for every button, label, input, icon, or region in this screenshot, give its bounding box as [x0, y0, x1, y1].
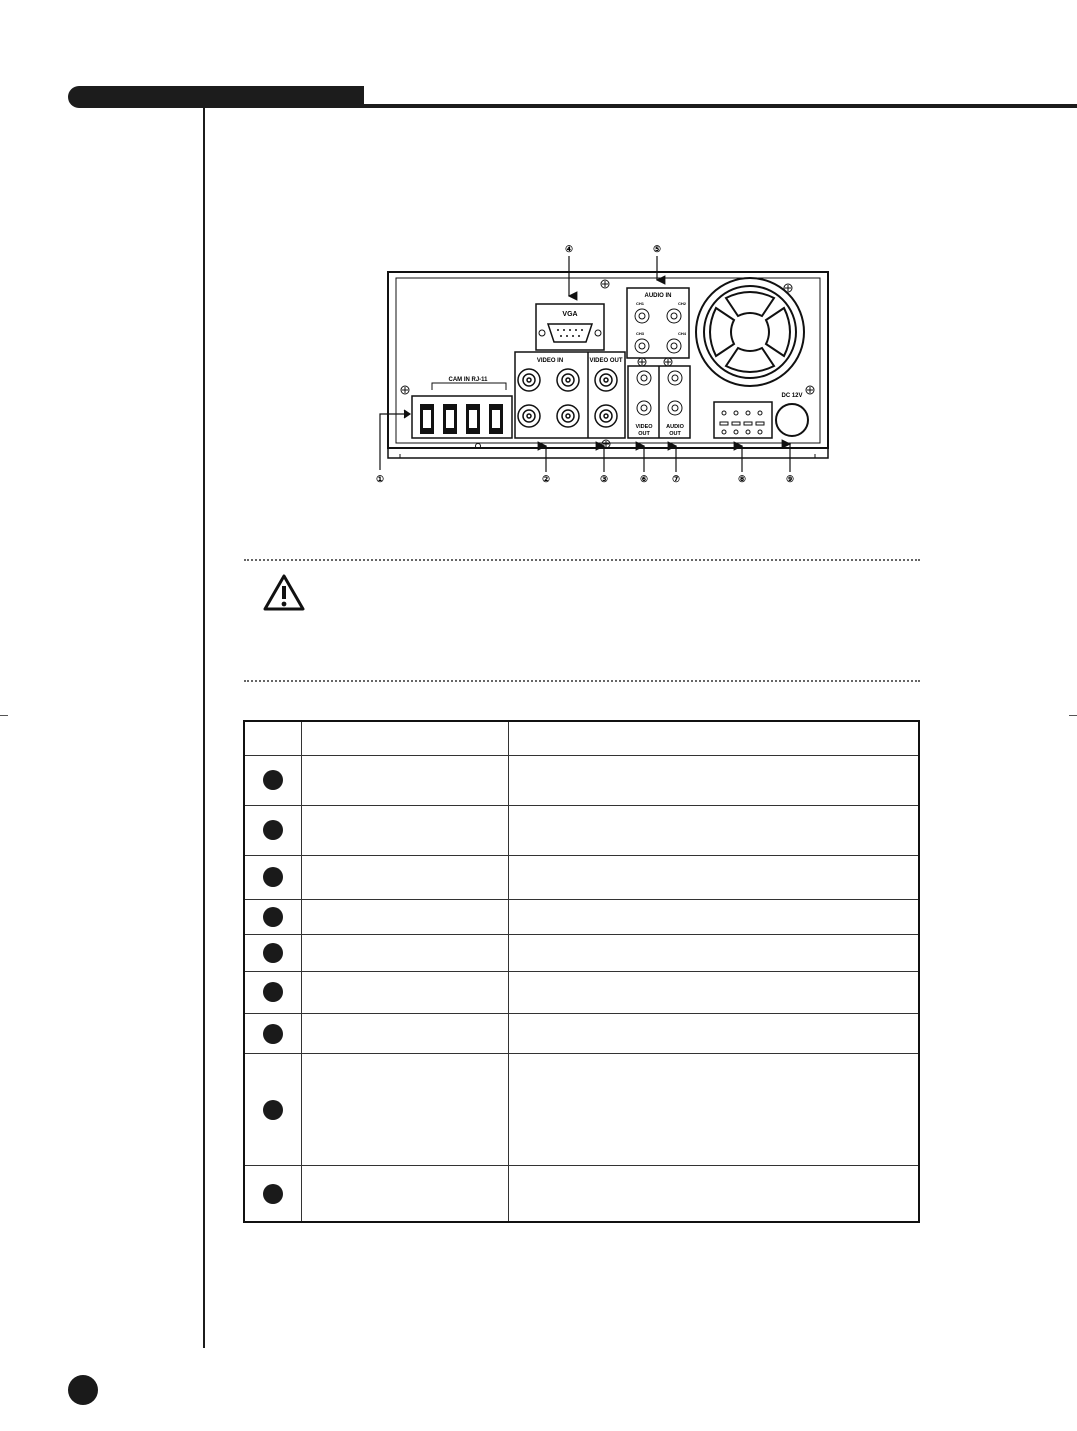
row-name — [302, 934, 509, 971]
row-description — [509, 755, 920, 805]
vga-label: VGA — [562, 311, 578, 318]
callout-8: ⑧ — [737, 474, 747, 484]
callout-5: ⑤ — [652, 244, 662, 254]
row-number-badge — [263, 867, 283, 887]
table-row — [244, 1014, 919, 1054]
audio-in-ch4-label: CH4 — [678, 331, 687, 336]
table-header-number — [244, 721, 302, 755]
row-name — [302, 805, 509, 855]
row-description — [509, 805, 920, 855]
row-name — [302, 755, 509, 805]
row-number-badge — [263, 1100, 283, 1120]
row-description — [509, 971, 920, 1013]
table-row — [244, 899, 919, 934]
table-row — [244, 855, 919, 899]
table-row — [244, 1054, 919, 1166]
table-row — [244, 1166, 919, 1222]
crop-mark-left — [0, 715, 8, 716]
row-name — [302, 855, 509, 899]
row-name — [302, 1054, 509, 1166]
audio-in-ch1-label: CH1 — [636, 301, 645, 306]
table-header-row — [244, 721, 919, 755]
parts-table — [243, 720, 920, 1223]
section-header-tab — [68, 86, 364, 108]
fan-grill — [696, 278, 804, 386]
row-number-badge — [263, 770, 283, 790]
audio-in-label: AUDIO IN — [644, 293, 672, 299]
page-number-badge — [68, 1375, 98, 1405]
video-in-label: VIDEO IN — [536, 358, 564, 364]
row-number-badge — [263, 943, 283, 963]
cam-in-label: CAM IN RJ-11 — [448, 377, 488, 383]
row-name — [302, 1014, 509, 1054]
table-row — [244, 755, 919, 805]
audio-in-ch3-label: CH3 — [636, 331, 645, 336]
row-description — [509, 899, 920, 934]
callout-1: ① — [375, 474, 385, 484]
table-header-description — [509, 721, 920, 755]
row-number-badge — [263, 1184, 283, 1204]
callout-9: ⑨ — [785, 474, 795, 484]
row-name — [302, 1166, 509, 1222]
note-bottom-rule — [244, 680, 920, 682]
row-description — [509, 934, 920, 971]
audio-out-label-1: AUDIO — [666, 424, 684, 430]
callout-6: ⑥ — [639, 474, 649, 484]
warning-icon — [262, 573, 306, 613]
audio-out-label-2: OUT — [669, 431, 681, 437]
note-top-rule — [244, 559, 920, 561]
header-rule — [364, 104, 1077, 108]
row-description — [509, 1054, 920, 1166]
crop-mark-right — [1069, 715, 1077, 716]
row-description — [509, 1014, 920, 1054]
callout-7: ⑦ — [671, 474, 681, 484]
table-row — [244, 934, 919, 971]
dc12v-label: DC 12V — [781, 393, 803, 399]
rear-panel-diagram — [360, 238, 840, 488]
row-number-badge — [263, 820, 283, 840]
left-margin-rule — [203, 108, 205, 1348]
callout-3: ③ — [599, 474, 609, 484]
table-row — [244, 805, 919, 855]
row-number-badge — [263, 1024, 283, 1044]
row-description — [509, 1166, 920, 1222]
audio-in-ch2-label: CH2 — [678, 301, 687, 306]
row-description — [509, 855, 920, 899]
callout-4: ④ — [564, 244, 574, 254]
row-name — [302, 899, 509, 934]
table-header-name — [302, 721, 509, 755]
video-out-top-label: VIDEO OUT — [589, 358, 623, 364]
video-out-bottom-label-1: VIDEO — [635, 424, 653, 430]
row-number-badge — [263, 982, 283, 1002]
callout-2: ② — [541, 474, 551, 484]
row-name — [302, 971, 509, 1013]
video-out-bottom-label-2: OUT — [638, 431, 650, 437]
row-number-badge — [263, 907, 283, 927]
table-row — [244, 971, 919, 1013]
